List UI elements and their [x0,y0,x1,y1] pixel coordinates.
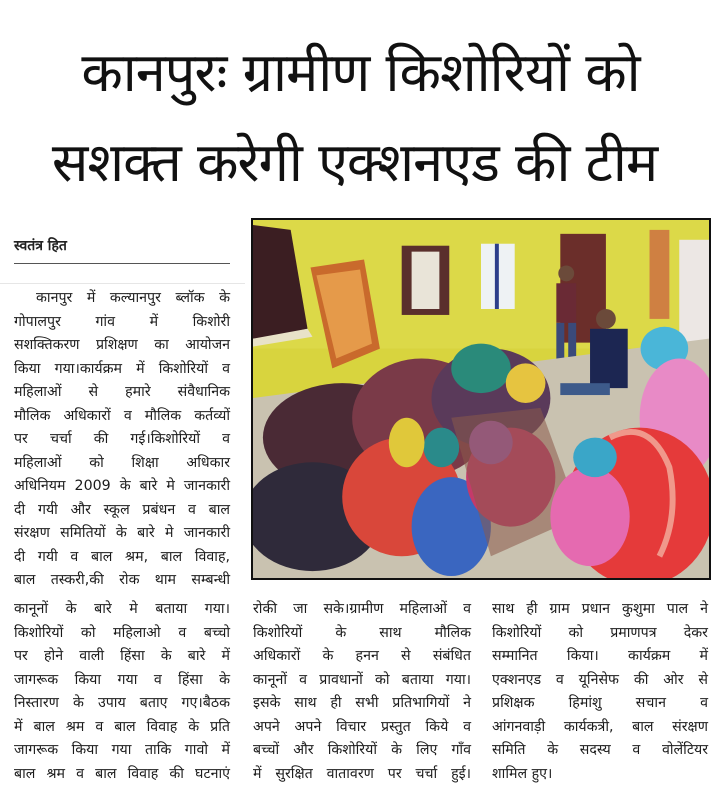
article-column-3 [253,598,471,786]
article-line: गोपालपुर गांव में किशोरी [14,313,230,330]
article-line: में बाल श्रम व बाल विवाह के प्रति [14,718,230,735]
article-line: महिलाओं को शिक्षा अधिकार [14,454,230,471]
article-photo [251,218,711,580]
article-line: संरक्षण समितियों के बारे मे जानकारी [14,525,230,541]
article-column-4 [492,598,708,786]
article-line: रोकी जा सके।ग्रामीण महिलाओं व [253,601,471,617]
divider [0,283,245,284]
article-line: सशक्तिकरण प्रशिक्षण का आयोजन [14,337,230,353]
article-line: साथ ही ग्राम प्रधान कुशुमा पाल ने [492,601,708,617]
article-line: में सुरक्षित वातावरण पर चर्चा हुई। [253,765,471,782]
article-line: अपने अपने विचार प्रस्तुत किये व [253,718,471,735]
article-line: पर होने वाली हिंसा के बारे में [14,648,230,664]
article-line: किशोरियों को महिलाओ व बच्चो [14,624,230,641]
article-line: दी गयी व बाल श्रम, बाल विवाह, [14,548,230,565]
article-line: पर चर्चा की गई।किशोरियों व [14,431,230,447]
article-line: सम्मानित किया। कार्यक्रम में [492,648,708,664]
article-line: कानूनों व प्रावधानों को बताया गया। [253,671,471,688]
article-line: किशोरियों के साथ मौलिक [253,624,471,641]
article-line: निस्तारण के उपाय बताए गए।बैठक [14,695,230,711]
headline-line-2: सशक्त करेगी एक्शनएड की टीम [51,131,658,194]
article-line: शामिल हुए। [492,765,553,782]
article-line: जागरूक किया गया ताकि गावो में [14,742,230,758]
article-line: जागरूक किया गया व हिंसा के [14,671,230,688]
article-line: समिति के सदस्य व वोलेंटियर [492,742,708,758]
article-line: बच्चों और किशोरियों के लिए गाँव [253,742,471,758]
article-line: अधिकारों के हनन से संबंधित [253,648,471,664]
byline: स्वतंत्र हित [14,236,230,264]
article-line: बाल तस्करी,की रोक थाम सम्बन्धी [14,572,230,588]
article-line: किया गया।कार्यक्रम में किशोरियों व [14,360,230,377]
article-line: किशोरियों को प्रमाणपत्र देकर [492,624,708,641]
article-column-1 [14,287,230,593]
article-line: कानूनों के बारे मे बताया गया। [14,601,230,617]
headline-line-1: कानपुरः ग्रामीण किशोरियों को [81,41,640,104]
article-line: महिलाओं से हमारे संवैधानिक [14,384,230,400]
article-line: मौलिक अधिकारों व मौलिक कर्तव्यों [14,407,230,424]
article-line: इसके साथ ही सभी प्रतिभागियों ने [253,695,471,711]
article-line: बाल श्रम व बाल विवाह की घटनाएं [14,765,230,782]
article-column-2 [14,598,230,786]
article-line: आंगनवाड़ी कार्यकत्री, बाल संरक्षण [492,718,708,735]
article-line: अधिनियम 2009 के बारे मे जानकारी [14,478,230,494]
article-line: प्रशिक्षक हिमांशु सचान व [492,695,708,711]
article-line: दी गयी और स्कूल प्रबंधन व बाल [14,501,230,518]
article-line: एक्शनएड व यूनिसेफ की ओर से [492,671,708,688]
training-session-photo [253,220,709,578]
article-line: कानपुर में कल्यानपुर ब्लॉक के [36,290,230,306]
